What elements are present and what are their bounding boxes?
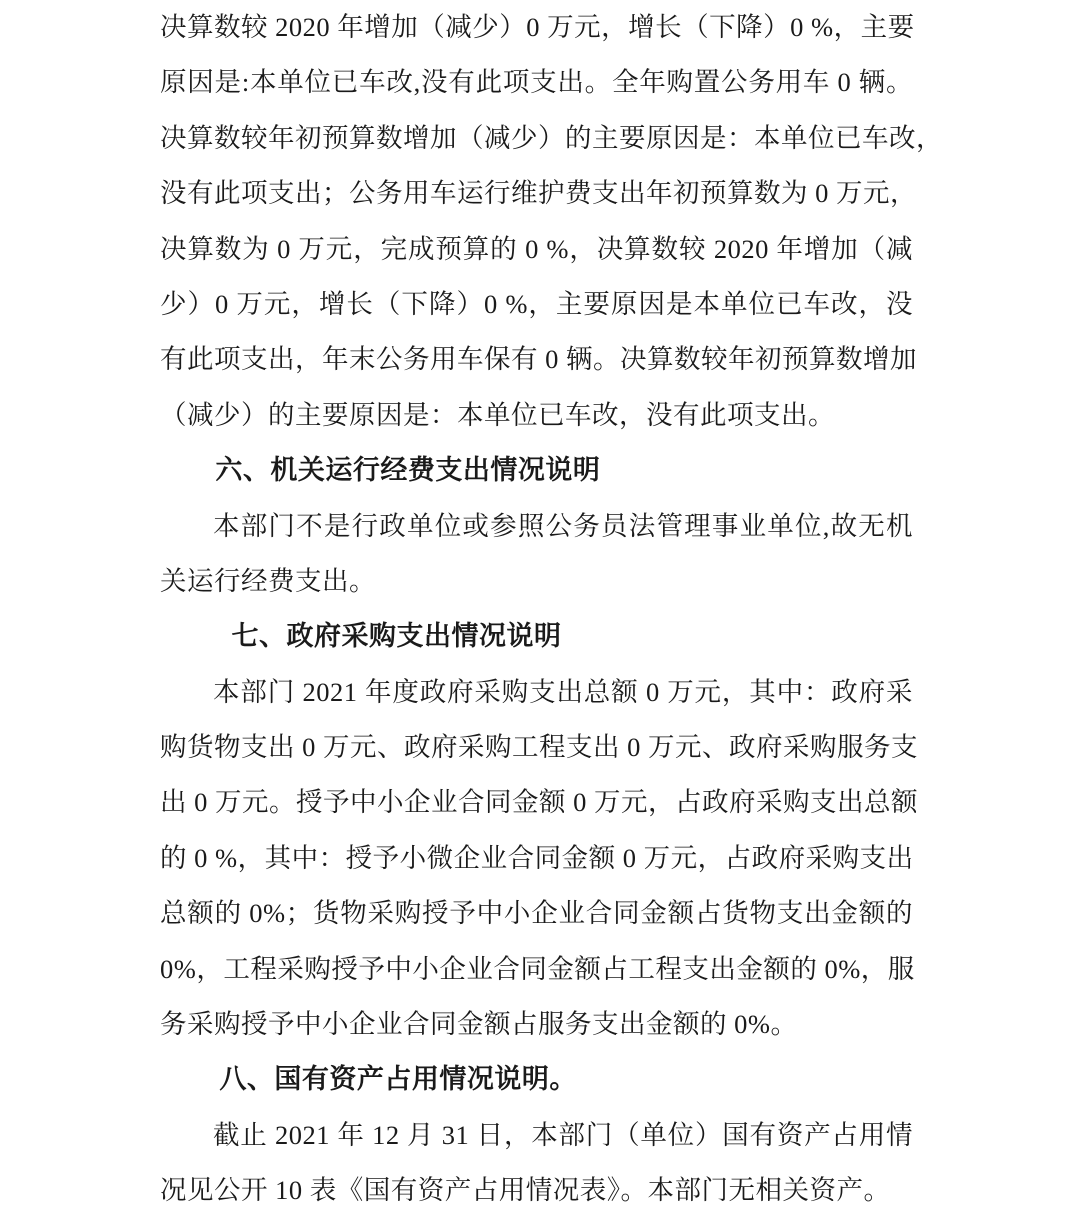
body-line: 总额的 0%；货物采购授予中小企业合同金额占货物支出金额的 bbox=[160, 898, 913, 929]
body-line: 有此项支出，年末公务用车保有 0 辆。决算数较年初预算数增加 bbox=[160, 344, 917, 375]
body-line: 况见公开 10 表《国有资产占用情况表》。本部门无相关资产。 bbox=[160, 1175, 891, 1206]
document-page bbox=[160, 0, 943, 1219]
body-line: 少）0 万元，增长（下降）0 %，主要原因是本单位已车改，没 bbox=[160, 288, 913, 319]
body-line: 本部门不是行政单位或参照公务员法管理事业单位,故无机 bbox=[213, 510, 913, 541]
body-line: 原因是:本单位已车改,没有此项支出。全年购置公务用车 0 辆。 bbox=[160, 67, 913, 98]
body-line: 务采购授予中小企业合同金额占服务支出金额的 0%。 bbox=[160, 1009, 798, 1040]
body-line: 没有此项支出；公务用车运行维护费支出年初预算数为 0 万元， bbox=[160, 178, 917, 209]
heading-state-owned-assets: 八、国有资产占用情况说明。 bbox=[219, 1064, 577, 1095]
body-line: 购货物支出 0 万元、政府采购工程支出 0 万元、政府采购服务支 bbox=[160, 732, 918, 763]
body-line: 0%，工程采购授予中小企业合同金额占工程支出金额的 0%，服 bbox=[160, 953, 915, 984]
body-line: （减少）的主要原因是：本单位已车改，没有此项支出。 bbox=[160, 399, 835, 430]
body-line: 决算数为 0 万元，完成预算的 0 %，决算数较 2020 年增加（减 bbox=[160, 233, 913, 264]
body-line: 出 0 万元。授予中小企业合同金额 0 万元，占政府采购支出总额 bbox=[160, 787, 918, 818]
heading-organ-operating-expense: 六、机关运行经费支出情况说明 bbox=[215, 455, 601, 486]
body-line: 关运行经费支出。 bbox=[160, 565, 376, 596]
body-line: 截止 2021 年 12 月 31 日，本部门（单位）国有资产占用情 bbox=[213, 1119, 913, 1150]
body-line: 的 0 %，其中：授予小微企业合同金额 0 万元，占政府采购支出 bbox=[160, 842, 914, 873]
heading-government-procurement: 七、政府采购支出情况说明 bbox=[231, 621, 562, 652]
body-line: 本部门 2021 年度政府采购支出总额 0 万元，其中：政府采 bbox=[213, 676, 913, 707]
body-line: 决算数较 2020 年增加（减少）0 万元，增长（下降）0 %，主要 bbox=[160, 12, 915, 42]
body-line: 决算数较年初预算数增加（减少）的主要原因是：本单位已车改， bbox=[160, 122, 943, 153]
